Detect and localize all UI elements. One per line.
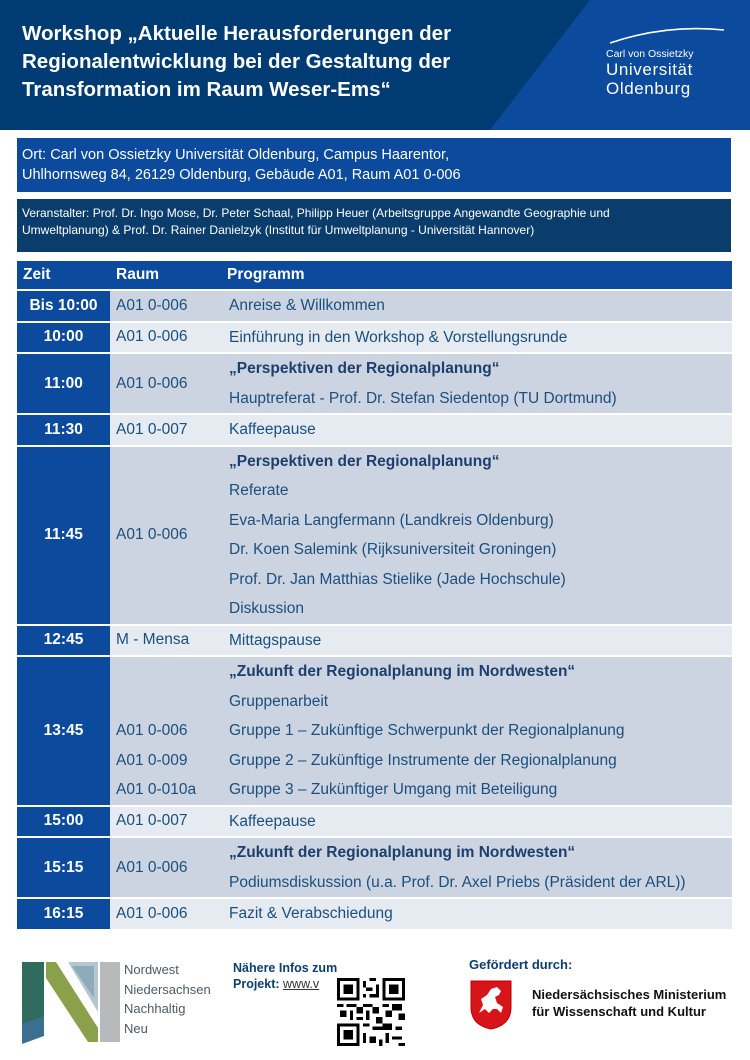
room-line	[116, 657, 221, 687]
nn-line: Nachhaltig	[124, 1001, 186, 1016]
table-header-row	[17, 261, 732, 289]
room-cell: M - Mensa	[110, 626, 221, 656]
program-line: Hauptreferat - Prof. Dr. Stefan Siedentop (TU Dortmund)	[229, 389, 617, 407]
room-line	[116, 687, 221, 717]
column-header-room: Raum	[110, 261, 221, 289]
program-line: Gruppenarbeit	[229, 692, 329, 710]
project-info-label: Projekt:	[233, 977, 280, 991]
program-cell	[221, 657, 732, 805]
table-row	[17, 323, 732, 353]
program-line: Gruppe 2 – Zukünftige Instrumente der Regionalplanung	[229, 751, 617, 769]
program-cell	[221, 323, 732, 353]
program-cell	[221, 838, 732, 897]
logo-line-1: Carl von Ossietzky	[606, 48, 694, 60]
project-url-link[interactable]: www.v	[283, 977, 320, 991]
time-cell: 11:45	[17, 447, 110, 624]
table-row	[17, 354, 732, 413]
project-info	[233, 960, 337, 992]
column-header-time: Zeit	[17, 261, 110, 289]
program-line: Anreise & Willkommen	[229, 297, 385, 314]
logo-line-2: Universität	[606, 60, 693, 79]
program-line: Diskussion	[229, 600, 304, 617]
session-title: „Zukunft der Regionalplanung im Nordwesten“	[229, 844, 576, 861]
program-cell	[221, 899, 732, 929]
header-banner	[0, 0, 750, 130]
session-title: „Zukunft der Regionalplanung im Nordwesten“	[229, 663, 576, 680]
university-logo	[606, 26, 732, 98]
program-line: Referate	[229, 482, 289, 499]
time-cell: 15:00	[17, 807, 110, 837]
organizer-box	[17, 199, 731, 252]
time-cell: 11:30	[17, 415, 110, 445]
time-cell: 13:45	[17, 657, 110, 805]
project-info-label: Nähere Infos zum	[233, 961, 338, 975]
room-cell: A01 0-006	[110, 447, 221, 624]
room-cell: A01 0-006	[110, 291, 221, 321]
qr-code-icon[interactable]	[337, 978, 405, 1046]
program-line: Kaffeepause	[229, 421, 316, 438]
nn-line: Niedersachsen	[124, 981, 211, 997]
room-cell: A01 0-007	[110, 415, 221, 445]
funded-by-label: Gefördert durch:	[469, 957, 573, 972]
nordwest-logo-icon	[22, 958, 132, 1048]
program-line: Einführung in den Workshop & Vorstellungsrunde	[229, 328, 568, 346]
ministry-name	[532, 986, 726, 1020]
workshop-title	[22, 20, 542, 104]
table-row	[17, 447, 732, 624]
room-cell: A01 0-006	[110, 354, 221, 413]
program-line: Gruppe 1 – Zukünftige Schwerpunkt der Regionalplanung	[229, 722, 625, 739]
location-line: Ort: Carl von Ossietzky Universität Oldenburg, Campus Haarentor,	[22, 147, 450, 163]
column-header-program: Programm	[221, 261, 732, 289]
program-cell	[221, 626, 732, 656]
program-table-body	[17, 291, 732, 929]
table-row	[17, 626, 732, 656]
title-line: Workshop „Aktuelle Herausforderungen der	[22, 22, 452, 45]
room-cell: A01 0-006	[110, 838, 221, 897]
location-line: Uhlhornsweg 84, 26129 Oldenburg, Gebäude A01, Raum A01 0-006	[22, 167, 461, 183]
ministry-line: für Wissenschaft und Kultur	[532, 1004, 706, 1019]
lower-saxony-horse-crest-icon	[469, 979, 513, 1031]
organizer-line: Umweltplanung) & Prof. Dr. Rainer Danielzyk (Institut für Umweltplanung - Universität Hannover)	[22, 223, 535, 237]
room-cell: A01 0-006	[110, 323, 221, 353]
session-title: „Perspektiven der Regionalplanung“	[229, 452, 500, 470]
program-cell	[221, 807, 732, 837]
program-cell	[221, 354, 732, 413]
table-row	[17, 838, 732, 897]
program-line: Eva-Maria Langfermann (Landkreis Oldenburg)	[229, 511, 554, 529]
logo-line-3: Oldenburg	[606, 79, 691, 98]
nn-line: Nordwest	[124, 962, 179, 977]
logo-arc-icon	[606, 26, 726, 44]
table-row	[17, 291, 732, 321]
time-cell: 16:15	[17, 899, 110, 929]
table-row	[17, 415, 732, 445]
title-line: Transformation im Raum Weser-Ems“	[22, 78, 391, 101]
program-line: Podiumsdiskussion (u.a. Prof. Dr. Axel Priebs (Präsident der ARL))	[229, 873, 686, 891]
room-cell	[110, 657, 221, 805]
time-cell: 11:00	[17, 354, 110, 413]
nordwest-logo-text	[124, 960, 211, 1038]
room-line: A01 0-009	[116, 751, 188, 769]
program-line: Kaffeepause	[229, 812, 316, 830]
table-row	[17, 899, 732, 929]
organizer-line: Veranstalter: Prof. Dr. Ingo Mose, Dr. Peter Schaal, Philipp Heuer (Arbeitsgruppe Angewandte Geographie und	[22, 206, 610, 220]
room-line: A01 0-010a	[116, 781, 197, 798]
room-cell: A01 0-007	[110, 807, 221, 837]
program-table	[17, 259, 732, 931]
room-line: A01 0-006	[116, 722, 188, 739]
session-title: „Perspektiven der Regionalplanung“	[229, 360, 500, 377]
program-cell	[221, 447, 732, 624]
table-row	[17, 807, 732, 837]
program-line: Dr. Koen Salemink (Rijksuniversiteit Groningen)	[229, 541, 557, 558]
program-line: Fazit & Verabschiedung	[229, 905, 393, 922]
time-cell: 10:00	[17, 323, 110, 353]
program-line: Gruppe 3 – Zukünftiger Umgang mit Beteiligung	[229, 781, 558, 798]
location-box	[17, 138, 731, 192]
room-cell: A01 0-006	[110, 899, 221, 929]
ministry-line: Niedersächsisches Ministerium	[532, 987, 727, 1002]
time-cell: Bis 10:00	[17, 291, 110, 321]
program-cell	[221, 415, 732, 445]
time-cell: 12:45	[17, 626, 110, 656]
program-cell	[221, 291, 732, 321]
time-cell: 15:15	[17, 838, 110, 897]
nn-line: Neu	[124, 1020, 148, 1036]
program-line: Prof. Dr. Jan Matthias Stielike (Jade Hochschule)	[229, 570, 566, 588]
program-line: Mittagspause	[229, 631, 322, 649]
table-row	[17, 657, 732, 805]
title-line: Regionalentwicklung bei der Gestaltung der	[22, 50, 451, 73]
